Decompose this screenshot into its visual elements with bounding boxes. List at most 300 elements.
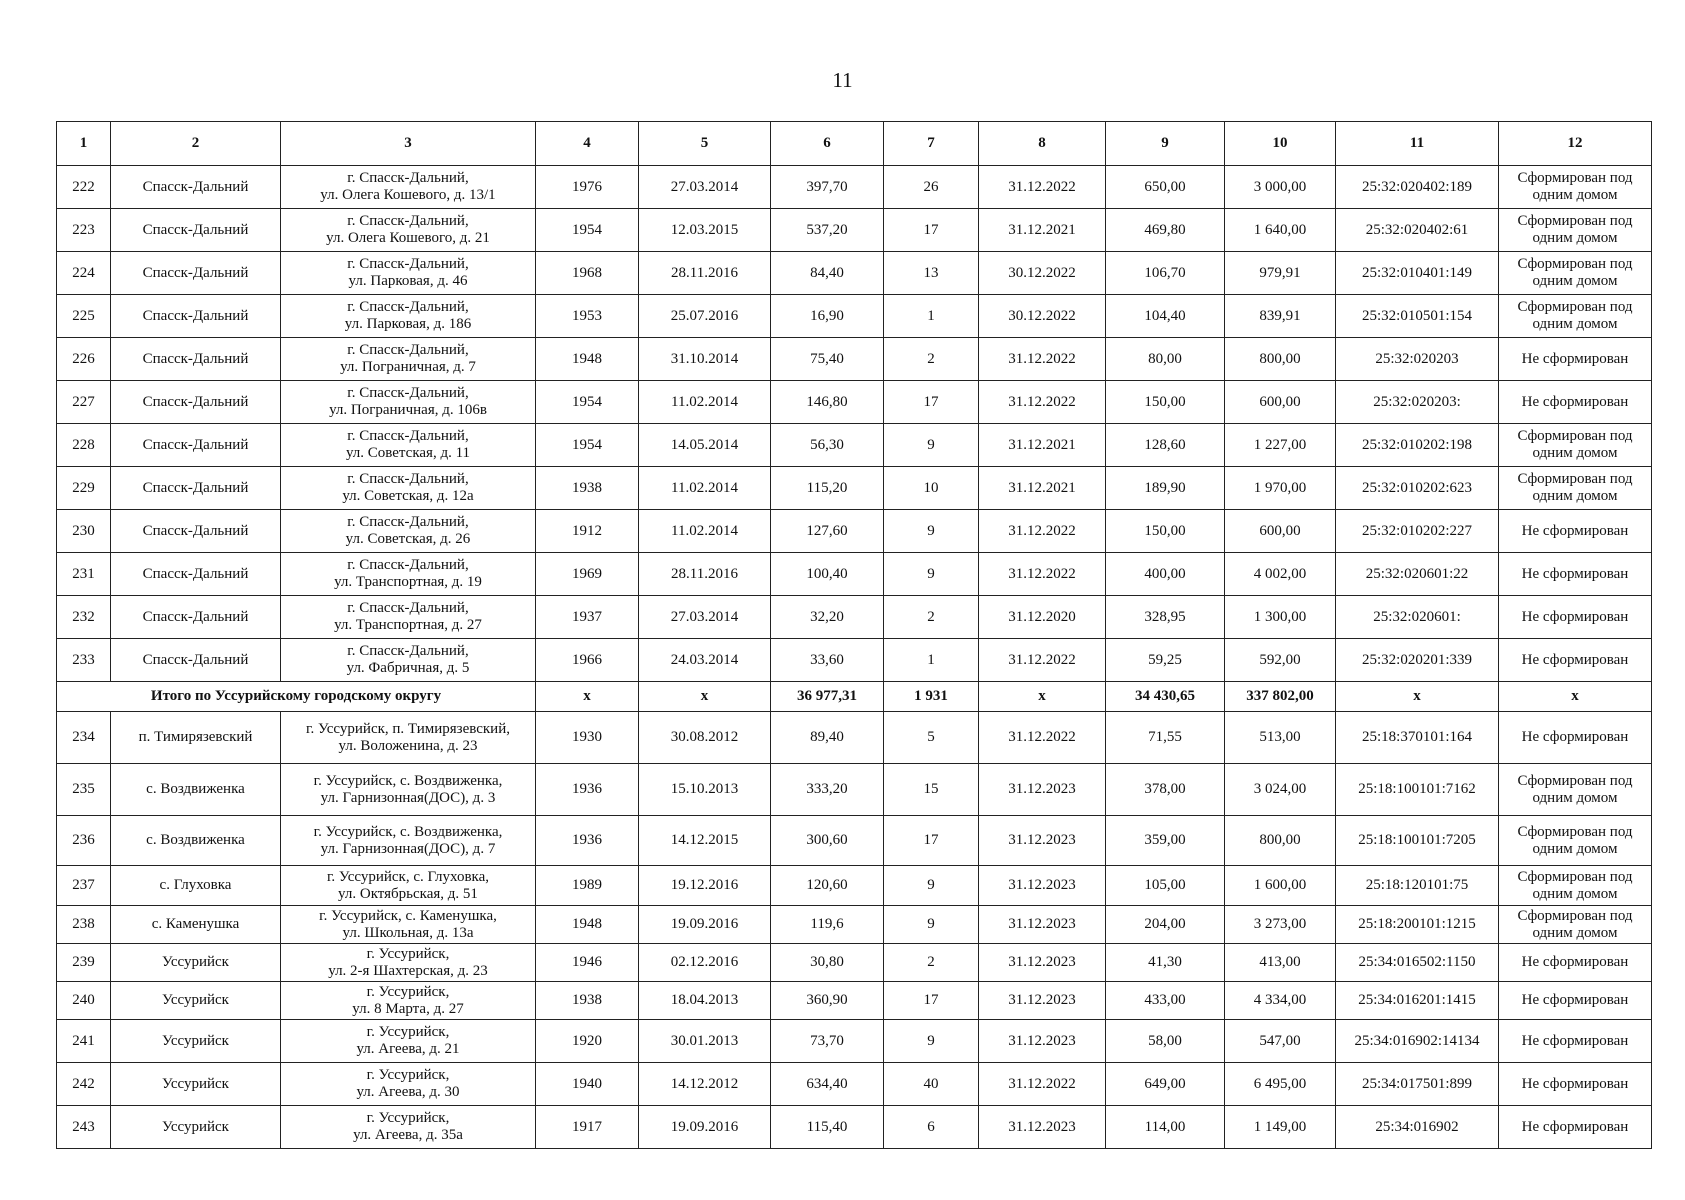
table-cell: 231 bbox=[57, 553, 111, 596]
table-cell: Уссурийск bbox=[111, 1063, 281, 1106]
table-cell: 100,40 bbox=[771, 553, 884, 596]
table-cell: 537,20 bbox=[771, 209, 884, 252]
table-cell: с. Воздвиженка bbox=[111, 764, 281, 816]
table-cell: 106,70 bbox=[1106, 252, 1225, 295]
page-number: 11 bbox=[832, 68, 853, 92]
table-cell: Спасск-Дальний bbox=[111, 338, 281, 381]
table-cell: 17 bbox=[884, 982, 979, 1020]
table-cell: 413,00 bbox=[1225, 944, 1336, 982]
address-cell bbox=[281, 1020, 536, 1063]
table-cell: с. Воздвиженка bbox=[111, 816, 281, 866]
table-cell: 14.12.2015 bbox=[639, 816, 771, 866]
table-cell: 592,00 bbox=[1225, 639, 1336, 682]
address-line: г. Уссурийск, с. Каменушка, bbox=[319, 907, 497, 924]
address-line: г. Уссурийск, bbox=[366, 1110, 450, 1126]
address-line: г. Спасск-Дальний, bbox=[347, 213, 469, 229]
table-cell: 12.03.2015 bbox=[639, 209, 771, 252]
table-cell: 18.04.2013 bbox=[639, 982, 771, 1020]
table-cell: 27.03.2014 bbox=[639, 166, 771, 209]
address-line: г. Спасск-Дальний, bbox=[347, 342, 469, 358]
column-header: 3 bbox=[281, 122, 536, 166]
table-cell: Сформирован под одним домом bbox=[1499, 295, 1652, 338]
table-cell: 25:32:020203 bbox=[1336, 338, 1499, 381]
table-cell: 30.12.2022 bbox=[979, 295, 1106, 338]
column-header: 8 bbox=[979, 122, 1106, 166]
table-cell: 84,40 bbox=[771, 252, 884, 295]
table-cell: 1930 bbox=[536, 712, 639, 764]
table-row bbox=[57, 764, 1652, 816]
address-line: г. Уссурийск, п. Тимирязевский, bbox=[306, 720, 510, 737]
address-line: ул. 8 Марта, д. 27 bbox=[352, 1000, 464, 1017]
address-line: г. Спасск-Дальний, bbox=[347, 557, 469, 573]
table-cell: 378,00 bbox=[1106, 764, 1225, 816]
table-cell: 14.05.2014 bbox=[639, 424, 771, 467]
table-cell: 1946 bbox=[536, 944, 639, 982]
table-cell: 58,00 bbox=[1106, 1020, 1225, 1063]
address-cell bbox=[281, 712, 536, 764]
table-cell: 1 bbox=[884, 295, 979, 338]
address-cell bbox=[281, 982, 536, 1020]
table-cell: 11.02.2014 bbox=[639, 467, 771, 510]
table-cell: 2 bbox=[884, 944, 979, 982]
table-cell: 230 bbox=[57, 510, 111, 553]
address-line: г. Спасск-Дальний, bbox=[347, 256, 469, 272]
column-header: 7 bbox=[884, 122, 979, 166]
table-cell: 25:32:020203: bbox=[1336, 381, 1499, 424]
table-cell: 1920 bbox=[536, 1020, 639, 1063]
table-cell: Уссурийск bbox=[111, 1020, 281, 1063]
address-line: ул. Агеева, д. 35а bbox=[353, 1127, 463, 1143]
total-row bbox=[57, 682, 1652, 712]
table-cell: с. Каменушка bbox=[111, 906, 281, 944]
table-cell: 28.11.2016 bbox=[639, 252, 771, 295]
table-cell: 31.12.2022 bbox=[979, 1063, 1106, 1106]
table-row bbox=[57, 982, 1652, 1020]
table-cell: 17 bbox=[884, 209, 979, 252]
table-cell: 14.12.2012 bbox=[639, 1063, 771, 1106]
table-cell: 32,20 bbox=[771, 596, 884, 639]
address-line: ул. 2-я Шахтерская, д. 23 bbox=[328, 962, 488, 979]
address-line: ул. Октябрьская, д. 51 bbox=[338, 885, 478, 902]
table-cell: 127,60 bbox=[771, 510, 884, 553]
table-cell: 3 024,00 bbox=[1225, 764, 1336, 816]
table-cell: 400,00 bbox=[1106, 553, 1225, 596]
table-cell: 513,00 bbox=[1225, 712, 1336, 764]
address-cell bbox=[281, 510, 536, 553]
table-cell: 25:18:200101:1215 bbox=[1336, 906, 1499, 944]
table-cell: 1 931 bbox=[884, 682, 979, 712]
table-cell: Не сформирован bbox=[1499, 1106, 1652, 1149]
address-line: ул. Олега Кошевого, д. 21 bbox=[326, 230, 490, 246]
table-cell: 89,40 bbox=[771, 712, 884, 764]
table-cell: 146,80 bbox=[771, 381, 884, 424]
table-cell: 189,90 bbox=[1106, 467, 1225, 510]
table-cell: Спасск-Дальний bbox=[111, 553, 281, 596]
address-cell bbox=[281, 1106, 536, 1149]
table-cell: Не сформирован bbox=[1499, 712, 1652, 764]
table-cell: Не сформирован bbox=[1499, 510, 1652, 553]
table-cell: 839,91 bbox=[1225, 295, 1336, 338]
address-cell bbox=[281, 944, 536, 982]
column-header: 5 bbox=[639, 122, 771, 166]
table-cell: Спасск-Дальний bbox=[111, 424, 281, 467]
table-cell: Спасск-Дальний bbox=[111, 381, 281, 424]
table-cell: 19.09.2016 bbox=[639, 906, 771, 944]
table-cell: 9 bbox=[884, 1020, 979, 1063]
table-cell: 600,00 bbox=[1225, 381, 1336, 424]
table-cell: 1940 bbox=[536, 1063, 639, 1106]
table-cell: 1 149,00 bbox=[1225, 1106, 1336, 1149]
table-cell: 226 bbox=[57, 338, 111, 381]
table-cell: 114,00 bbox=[1106, 1106, 1225, 1149]
table-cell: 2 bbox=[884, 596, 979, 639]
table-cell: 25:32:020402:189 bbox=[1336, 166, 1499, 209]
address-line: г. Спасск-Дальний, bbox=[347, 428, 469, 444]
table-cell: Спасск-Дальний bbox=[111, 510, 281, 553]
table-cell: 25:32:020402:61 bbox=[1336, 209, 1499, 252]
table-row bbox=[57, 467, 1652, 510]
address-cell bbox=[281, 424, 536, 467]
address-line: ул. Воложенина, д. 23 bbox=[338, 737, 478, 754]
table-cell: Сформирован под одним домом bbox=[1499, 467, 1652, 510]
table-cell: 150,00 bbox=[1106, 510, 1225, 553]
table-cell: 13 bbox=[884, 252, 979, 295]
total-label: Итого по Уссурийскому городскому округу bbox=[57, 682, 536, 712]
table-cell: 25:32:010202:198 bbox=[1336, 424, 1499, 467]
address-cell bbox=[281, 906, 536, 944]
table-cell: x bbox=[979, 682, 1106, 712]
table-cell: 237 bbox=[57, 866, 111, 906]
table-cell: Спасск-Дальний bbox=[111, 209, 281, 252]
column-header: 2 bbox=[111, 122, 281, 166]
address-cell bbox=[281, 866, 536, 906]
table-row bbox=[57, 1106, 1652, 1149]
table-cell: 30.01.2013 bbox=[639, 1020, 771, 1063]
table-cell: 34 430,65 bbox=[1106, 682, 1225, 712]
table-cell: 25:34:016502:1150 bbox=[1336, 944, 1499, 982]
table-cell: Не сформирован bbox=[1499, 553, 1652, 596]
table-cell: Не сформирован bbox=[1499, 982, 1652, 1020]
table-cell: 1948 bbox=[536, 338, 639, 381]
table-cell: Не сформирован bbox=[1499, 639, 1652, 682]
address-cell bbox=[281, 295, 536, 338]
table-cell: 25:34:017501:899 bbox=[1336, 1063, 1499, 1106]
address-line: ул. Агеева, д. 21 bbox=[356, 1041, 460, 1057]
table-cell: 228 bbox=[57, 424, 111, 467]
table-cell: 359,00 bbox=[1106, 816, 1225, 866]
table-cell: x bbox=[1499, 682, 1652, 712]
address-line: ул. Советская, д. 11 bbox=[345, 445, 471, 461]
table-cell: 25:34:016902:14134 bbox=[1336, 1020, 1499, 1063]
address-line: ул. Гарнизонная(ДОС), д. 7 bbox=[320, 840, 496, 857]
table-cell: 234 bbox=[57, 712, 111, 764]
table-cell: 236 bbox=[57, 816, 111, 866]
table-cell: 1966 bbox=[536, 639, 639, 682]
table-cell: 31.12.2023 bbox=[979, 1020, 1106, 1063]
table-cell: 3 273,00 bbox=[1225, 906, 1336, 944]
table-cell: 1912 bbox=[536, 510, 639, 553]
address-cell bbox=[281, 1063, 536, 1106]
table-row bbox=[57, 166, 1652, 209]
address-line: ул. Пограничная, д. 7 bbox=[340, 359, 476, 375]
table-cell: 31.12.2023 bbox=[979, 816, 1106, 866]
table-cell: 1 600,00 bbox=[1225, 866, 1336, 906]
table-cell: 1 300,00 bbox=[1225, 596, 1336, 639]
address-cell bbox=[281, 553, 536, 596]
table-cell: 233 bbox=[57, 639, 111, 682]
table-cell: 31.12.2023 bbox=[979, 906, 1106, 944]
table-cell: 360,90 bbox=[771, 982, 884, 1020]
table-cell: 31.12.2023 bbox=[979, 764, 1106, 816]
table-cell: 1954 bbox=[536, 424, 639, 467]
address-cell bbox=[281, 764, 536, 816]
table-cell: Сформирован под одним домом bbox=[1499, 764, 1652, 816]
table-row bbox=[57, 596, 1652, 639]
table-row bbox=[57, 944, 1652, 982]
table-cell: 31.12.2022 bbox=[979, 639, 1106, 682]
column-header: 11 bbox=[1336, 122, 1499, 166]
address-cell bbox=[281, 596, 536, 639]
table-row bbox=[57, 906, 1652, 944]
table-cell: 115,20 bbox=[771, 467, 884, 510]
table-cell: 24.03.2014 bbox=[639, 639, 771, 682]
table-cell: 397,70 bbox=[771, 166, 884, 209]
address-line: ул. Фабричная, д. 5 bbox=[346, 660, 470, 676]
table-cell: 31.12.2021 bbox=[979, 424, 1106, 467]
address-line: г. Спасск-Дальний, bbox=[347, 170, 469, 186]
table-cell: 27.03.2014 bbox=[639, 596, 771, 639]
table-cell: 1938 bbox=[536, 982, 639, 1020]
column-header: 4 bbox=[536, 122, 639, 166]
table-cell: 227 bbox=[57, 381, 111, 424]
address-cell bbox=[281, 816, 536, 866]
table-cell: 31.12.2022 bbox=[979, 712, 1106, 764]
table-cell: 229 bbox=[57, 467, 111, 510]
table-cell: 1 640,00 bbox=[1225, 209, 1336, 252]
table-cell: 25:32:010401:149 bbox=[1336, 252, 1499, 295]
table-cell: 15.10.2013 bbox=[639, 764, 771, 816]
table-cell: 31.12.2022 bbox=[979, 381, 1106, 424]
table-cell: 31.12.2023 bbox=[979, 1106, 1106, 1149]
table-cell: Сформирован под одним домом bbox=[1499, 906, 1652, 944]
address-line: г. Уссурийск, bbox=[366, 1024, 450, 1040]
table-cell: 1976 bbox=[536, 166, 639, 209]
address-line: г. Спасск-Дальний, bbox=[347, 643, 469, 659]
table-cell: 31.12.2022 bbox=[979, 338, 1106, 381]
table-cell: 337 802,00 bbox=[1225, 682, 1336, 712]
table-cell: 40 bbox=[884, 1063, 979, 1106]
table-cell: 104,40 bbox=[1106, 295, 1225, 338]
table-cell: Сформирован под одним домом bbox=[1499, 209, 1652, 252]
table-cell: 649,00 bbox=[1106, 1063, 1225, 1106]
table-cell: 1 bbox=[884, 639, 979, 682]
table-cell: 25:18:100101:7205 bbox=[1336, 816, 1499, 866]
address-line: г. Спасск-Дальний, bbox=[347, 471, 469, 487]
column-header: 9 bbox=[1106, 122, 1225, 166]
table-cell: 9 bbox=[884, 424, 979, 467]
table-cell: 02.12.2016 bbox=[639, 944, 771, 982]
table-cell: 25:32:010202:227 bbox=[1336, 510, 1499, 553]
table-cell: 11.02.2014 bbox=[639, 381, 771, 424]
table-cell: Сформирован под одним домом bbox=[1499, 166, 1652, 209]
table-cell: 25:32:010501:154 bbox=[1336, 295, 1499, 338]
table-cell: 28.11.2016 bbox=[639, 553, 771, 596]
table-cell: 469,80 bbox=[1106, 209, 1225, 252]
table-cell: 31.12.2023 bbox=[979, 866, 1106, 906]
table-cell: Спасск-Дальний bbox=[111, 596, 281, 639]
table-cell: 223 bbox=[57, 209, 111, 252]
table-cell: Спасск-Дальний bbox=[111, 467, 281, 510]
table-cell: 204,00 bbox=[1106, 906, 1225, 944]
table-cell: 25:18:370101:164 bbox=[1336, 712, 1499, 764]
table-cell: 59,25 bbox=[1106, 639, 1225, 682]
table-cell: 433,00 bbox=[1106, 982, 1225, 1020]
table-cell: 222 bbox=[57, 166, 111, 209]
table-cell: 115,40 bbox=[771, 1106, 884, 1149]
address-line: ул. Пограничная, д. 106в bbox=[329, 402, 487, 418]
table-cell: 30.08.2012 bbox=[639, 712, 771, 764]
address-line: г. Уссурийск, bbox=[366, 983, 450, 1000]
table-cell: 31.10.2014 bbox=[639, 338, 771, 381]
table-cell: 80,00 bbox=[1106, 338, 1225, 381]
table-cell: 5 bbox=[884, 712, 979, 764]
table-cell: 36 977,31 bbox=[771, 682, 884, 712]
table-cell: 243 bbox=[57, 1106, 111, 1149]
address-line: ул. Транспортная, д. 19 bbox=[334, 574, 482, 590]
table-cell: 31.12.2021 bbox=[979, 209, 1106, 252]
table-cell: 1954 bbox=[536, 381, 639, 424]
table-cell: 239 bbox=[57, 944, 111, 982]
table-row bbox=[57, 1063, 1652, 1106]
column-header: 10 bbox=[1225, 122, 1336, 166]
table-cell: 225 bbox=[57, 295, 111, 338]
table-cell: 1968 bbox=[536, 252, 639, 295]
table-cell: Не сформирован bbox=[1499, 1020, 1652, 1063]
table-cell: 26 bbox=[884, 166, 979, 209]
address-line: ул. Советская, д. 12а bbox=[342, 488, 474, 504]
table-cell: Не сформирован bbox=[1499, 596, 1652, 639]
address-line: г. Спасск-Дальний, bbox=[347, 514, 469, 530]
table-cell: 241 bbox=[57, 1020, 111, 1063]
address-line: ул. Школьная, д. 13а bbox=[342, 924, 474, 941]
table-row bbox=[57, 816, 1652, 866]
table-cell: 9 bbox=[884, 906, 979, 944]
table-cell: 1953 bbox=[536, 295, 639, 338]
address-cell bbox=[281, 209, 536, 252]
table-cell: 232 bbox=[57, 596, 111, 639]
table-row bbox=[57, 712, 1652, 764]
address-line: г. Уссурийск, bbox=[366, 945, 450, 962]
address-cell bbox=[281, 338, 536, 381]
table-cell: 25:32:010202:623 bbox=[1336, 467, 1499, 510]
table-cell: 128,60 bbox=[1106, 424, 1225, 467]
table-cell: 17 bbox=[884, 381, 979, 424]
address-line: г. Уссурийск, с. Воздвиженка, bbox=[313, 823, 503, 840]
table-cell: 16,90 bbox=[771, 295, 884, 338]
table-cell: Не сформирован bbox=[1499, 944, 1652, 982]
table-cell: 25:32:020601: bbox=[1336, 596, 1499, 639]
table-cell: 235 bbox=[57, 764, 111, 816]
address-cell bbox=[281, 381, 536, 424]
table-cell: 25:18:100101:7162 bbox=[1336, 764, 1499, 816]
table-cell: 19.09.2016 bbox=[639, 1106, 771, 1149]
table-row bbox=[57, 553, 1652, 596]
table-cell: 1969 bbox=[536, 553, 639, 596]
table-cell: 9 bbox=[884, 553, 979, 596]
table-cell: Спасск-Дальний bbox=[111, 639, 281, 682]
address-line: ул. Агеева, д. 30 bbox=[356, 1084, 460, 1100]
table-cell: 41,30 bbox=[1106, 944, 1225, 982]
table-cell: x bbox=[536, 682, 639, 712]
table-cell: 31.12.2023 bbox=[979, 944, 1106, 982]
table-cell: 25:32:020201:339 bbox=[1336, 639, 1499, 682]
table-row bbox=[57, 510, 1652, 553]
table-cell: 1948 bbox=[536, 906, 639, 944]
table-cell: 73,70 bbox=[771, 1020, 884, 1063]
table-cell: 1989 bbox=[536, 866, 639, 906]
address-line: г. Спасск-Дальний, bbox=[347, 600, 469, 616]
table-cell: 9 bbox=[884, 510, 979, 553]
address-line: ул. Парковая, д. 46 bbox=[348, 273, 468, 289]
table-row bbox=[57, 1020, 1652, 1063]
table-row bbox=[57, 424, 1652, 467]
table-cell: 56,30 bbox=[771, 424, 884, 467]
table-cell: 19.12.2016 bbox=[639, 866, 771, 906]
column-header: 6 bbox=[771, 122, 884, 166]
table-cell: с. Глуховка bbox=[111, 866, 281, 906]
table-cell: 31.12.2020 bbox=[979, 596, 1106, 639]
table-cell: 75,40 bbox=[771, 338, 884, 381]
column-header: 1 bbox=[57, 122, 111, 166]
table-cell: 1936 bbox=[536, 764, 639, 816]
table-cell: Не сформирован bbox=[1499, 1063, 1652, 1106]
table-cell: 650,00 bbox=[1106, 166, 1225, 209]
table-cell: 1938 bbox=[536, 467, 639, 510]
table-cell: 9 bbox=[884, 866, 979, 906]
address-line: г. Уссурийск, bbox=[366, 1067, 450, 1083]
table-cell: Сформирован под одним домом bbox=[1499, 424, 1652, 467]
table-cell: 31.12.2021 bbox=[979, 467, 1106, 510]
table-cell: 979,91 bbox=[1225, 252, 1336, 295]
table-cell: 25:34:016201:1415 bbox=[1336, 982, 1499, 1020]
table-cell: 31.12.2022 bbox=[979, 510, 1106, 553]
table-cell: 1954 bbox=[536, 209, 639, 252]
address-cell bbox=[281, 639, 536, 682]
table-cell: 25:18:120101:75 bbox=[1336, 866, 1499, 906]
table-cell: п. Тимирязевский bbox=[111, 712, 281, 764]
table-cell: Спасск-Дальний bbox=[111, 166, 281, 209]
table-cell: 10 bbox=[884, 467, 979, 510]
table-cell: 300,60 bbox=[771, 816, 884, 866]
table-cell: 17 bbox=[884, 816, 979, 866]
table-cell: 1937 bbox=[536, 596, 639, 639]
table-row bbox=[57, 866, 1652, 906]
table-cell: 1936 bbox=[536, 816, 639, 866]
table-cell: 240 bbox=[57, 982, 111, 1020]
table-row bbox=[57, 295, 1652, 338]
address-cell bbox=[281, 252, 536, 295]
table-cell: 15 bbox=[884, 764, 979, 816]
table-row bbox=[57, 639, 1652, 682]
table-cell: 1 970,00 bbox=[1225, 467, 1336, 510]
table-cell: 6 495,00 bbox=[1225, 1063, 1336, 1106]
table-cell: 224 bbox=[57, 252, 111, 295]
housing-table bbox=[56, 121, 1652, 1149]
address-line: г. Уссурийск, с. Глуховка, bbox=[326, 868, 490, 885]
table-cell: Уссурийск bbox=[111, 982, 281, 1020]
table-cell: x bbox=[1336, 682, 1499, 712]
column-header: 12 bbox=[1499, 122, 1652, 166]
